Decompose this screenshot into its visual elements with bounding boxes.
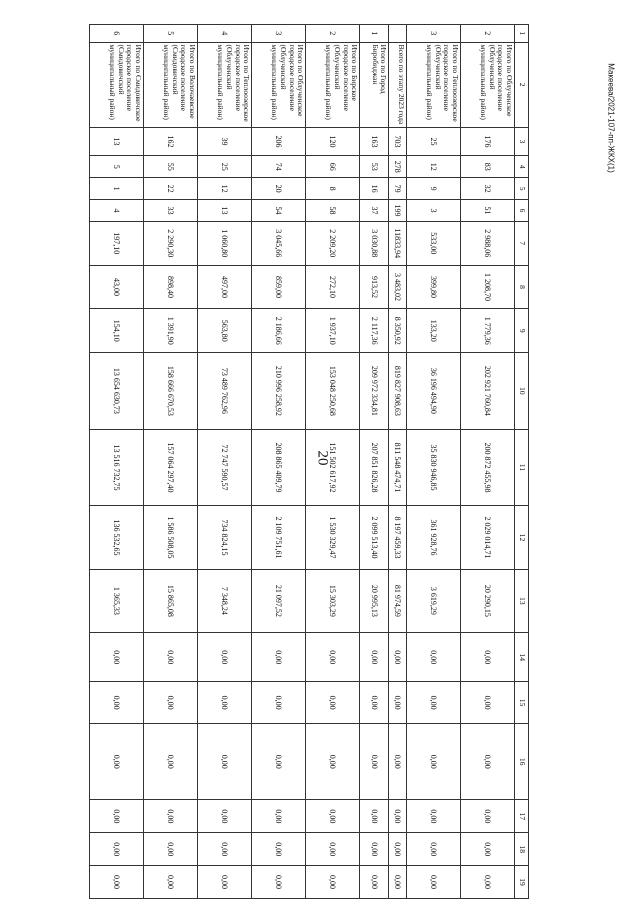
table-row — [389, 25, 407, 899]
data-table — [89, 24, 529, 899]
table-cell: 0,00 — [306, 866, 360, 899]
table-cell: 15 303,29 — [306, 569, 360, 632]
table-cell: 3 045,66 — [252, 221, 306, 265]
document-code: Макеева/2021-107-пп-ЖКХ(1) — [606, 63, 616, 173]
table-cell: 154,10 — [90, 309, 144, 353]
table-cell: 3 030,88 — [360, 221, 389, 265]
table-cell: 0,00 — [360, 633, 389, 682]
table-cell: 58 — [306, 200, 360, 222]
table-cell: 0,00 — [90, 723, 144, 800]
table-cell: 199 — [389, 200, 407, 222]
table-cell: 0,00 — [360, 866, 389, 899]
territory-name-cell: Итого по Теплоозерское городское поселение (Облученский муниципальный район) — [198, 42, 252, 127]
table-cell: 12 — [198, 178, 252, 200]
table-cell: 81 974,59 — [389, 569, 407, 632]
territory-name-cell: Итого по Волочаевское городское поселение (Смидовичский муниципальный район) — [144, 42, 198, 127]
table-cell: 16 — [360, 178, 389, 200]
table-cell: 36 196 494,90 — [406, 353, 460, 430]
table-cell: 1 060,80 — [198, 221, 252, 265]
table-cell: 0,00 — [252, 800, 306, 833]
page-number: 20 — [314, 450, 331, 466]
table-cell: 0,00 — [198, 833, 252, 866]
territory-name-cell: Всего по этапу 2023 года — [389, 42, 407, 127]
column-number-cell: 12 — [515, 506, 529, 569]
table-row — [306, 25, 360, 899]
table-cell: 4 — [90, 200, 144, 222]
table-cell: 563,80 — [198, 309, 252, 353]
table-cell: 0,00 — [406, 633, 460, 682]
table-cell: 0,00 — [460, 682, 514, 724]
table-cell: 133,20 — [406, 309, 460, 353]
table-cell: 158 666 670,53 — [144, 353, 198, 430]
table-cell: 734 824,15 — [198, 506, 252, 569]
table-cell: 399,80 — [406, 265, 460, 309]
territory-name-cell: Итого по Теплоозерское городское поселение (Облученский муниципальный район) — [406, 42, 460, 127]
table-cell: 1 586 508,05 — [144, 506, 198, 569]
table-cell: 2 109 751,61 — [252, 506, 306, 569]
table-cell: 811 548 474,71 — [389, 429, 407, 506]
table-cell: 0,00 — [252, 866, 306, 899]
table-cell: 1 530 329,47 — [306, 506, 360, 569]
table-cell: 497,00 — [198, 265, 252, 309]
table-cell: 0,00 — [306, 723, 360, 800]
rotated-table-frame — [89, 24, 529, 899]
table-cell: 20 995,13 — [360, 569, 389, 632]
table-cell: 272,10 — [306, 265, 360, 309]
territory-name-cell: Итого по Облученское городское поселение (Облученский муниципальный район) — [460, 42, 514, 127]
table-cell: 13 516 732,75 — [90, 429, 144, 506]
column-number-cell: 6 — [515, 200, 529, 222]
table-row — [460, 25, 514, 899]
column-number-cell: 3 — [515, 127, 529, 155]
territory-name-cell: Итого по Бирское городское поселение (Облученский муниципальный район) — [306, 42, 360, 127]
table-cell: 0,00 — [144, 682, 198, 724]
column-number-cell: 10 — [515, 353, 529, 430]
column-number-cell: 1 — [515, 25, 529, 43]
table-cell: 0,00 — [460, 723, 514, 800]
table-cell: 703 — [389, 127, 407, 155]
table-cell: 2 209,20 — [306, 221, 360, 265]
table-cell: 120 — [306, 127, 360, 155]
table-cell: 0,00 — [90, 833, 144, 866]
table-row — [198, 25, 252, 899]
table-cell: 0,00 — [406, 800, 460, 833]
table-cell: 3 — [406, 200, 460, 222]
table-cell: 0,00 — [389, 682, 407, 724]
table-cell: 136 532,65 — [90, 506, 144, 569]
table-cell: 0,00 — [198, 723, 252, 800]
table-cell: 157 064 297,40 — [144, 429, 198, 506]
table-cell: 3 — [252, 25, 306, 43]
table-cell: 0,00 — [360, 800, 389, 833]
table-cell: 153 048 250,68 — [306, 353, 360, 430]
table-cell: 39 — [198, 127, 252, 155]
table-cell: 2 — [306, 25, 360, 43]
column-number-cell: 15 — [515, 682, 529, 724]
table-cell: 202 921 760,84 — [460, 353, 514, 430]
table-cell: 0,00 — [198, 682, 252, 724]
table-cell: 0,00 — [252, 723, 306, 800]
table-cell — [389, 25, 407, 43]
table-cell: 22 — [144, 178, 198, 200]
table-row — [144, 25, 198, 899]
table-cell: 209 972 334,81 — [360, 353, 389, 430]
table-cell: 11833,94 — [389, 221, 407, 265]
table-cell: 2 117,36 — [360, 309, 389, 353]
table-cell: 197,10 — [90, 221, 144, 265]
table-cell: 0,00 — [460, 633, 514, 682]
table-cell: 0,00 — [144, 800, 198, 833]
table-cell: 0,00 — [144, 723, 198, 800]
table-cell: 74 — [252, 156, 306, 178]
table-cell: 37 — [360, 200, 389, 222]
table-cell: 79 — [389, 178, 407, 200]
table-cell: 0,00 — [306, 682, 360, 724]
table-cell: 72 747 590,57 — [198, 429, 252, 506]
column-number-cell: 4 — [515, 156, 529, 178]
table-container — [89, 24, 529, 899]
table-cell: 12 — [406, 156, 460, 178]
territory-name-cell: Итого по Облученское городское поселение (Облученский муниципальный район) — [252, 42, 306, 127]
table-cell: 35 830 946,85 — [406, 429, 460, 506]
table-cell: 83 — [460, 156, 514, 178]
table-cell: 0,00 — [389, 800, 407, 833]
table-cell: 66 — [306, 156, 360, 178]
column-number-cell: 5 — [515, 178, 529, 200]
table-cell: 0,00 — [460, 800, 514, 833]
table-cell: 20 290,15 — [460, 569, 514, 632]
table-cell: 859,00 — [252, 265, 306, 309]
table-cell: 13 — [198, 200, 252, 222]
table-cell: 0,00 — [252, 833, 306, 866]
table-cell: 21 097,52 — [252, 569, 306, 632]
table-row — [90, 25, 144, 899]
table-cell: 0,00 — [406, 682, 460, 724]
table-cell: 0,00 — [460, 866, 514, 899]
table-cell: 13 654 630,73 — [90, 353, 144, 430]
table-cell: 0,00 — [90, 633, 144, 682]
table-cell: 8 197 459,33 — [389, 506, 407, 569]
table-cell: 20 — [252, 178, 306, 200]
territory-name-cell: Итого по Город Биробиджан — [360, 42, 389, 127]
table-cell: 15 865,08 — [144, 569, 198, 632]
table-cell: 5 — [90, 156, 144, 178]
column-number-cell: 16 — [515, 723, 529, 800]
table-cell: 533,00 — [406, 221, 460, 265]
column-number-cell: 9 — [515, 309, 529, 353]
column-number-cell: 11 — [515, 429, 529, 506]
column-number-cell: 7 — [515, 221, 529, 265]
table-cell: 4 — [198, 25, 252, 43]
table-cell: 0,00 — [90, 866, 144, 899]
table-cell: 54 — [252, 200, 306, 222]
table-cell: 819 827 908,63 — [389, 353, 407, 430]
table-cell: 0,00 — [389, 866, 407, 899]
table-cell: 6 — [90, 25, 144, 43]
column-number-cell: 19 — [515, 866, 529, 899]
table-row — [252, 25, 306, 899]
table-cell: 0,00 — [306, 833, 360, 866]
table-cell: 0,00 — [360, 723, 389, 800]
table-cell: 7 348,24 — [198, 569, 252, 632]
table-row — [360, 25, 389, 899]
table-cell: 8 — [306, 178, 360, 200]
column-number-cell: 8 — [515, 265, 529, 309]
table-cell: 53 — [360, 156, 389, 178]
table-cell: 51 — [460, 200, 514, 222]
table-cell: 151 502 617,92 — [306, 429, 360, 506]
table-cell: 210 996 258,92 — [252, 353, 306, 430]
table-cell: 2 099 513,40 — [360, 506, 389, 569]
table-cell: 0,00 — [90, 682, 144, 724]
table-cell: 9 — [406, 178, 460, 200]
column-number-cell: 18 — [515, 833, 529, 866]
table-cell: 0,00 — [389, 723, 407, 800]
table-cell: 0,00 — [406, 723, 460, 800]
table-cell: 55 — [144, 156, 198, 178]
table-cell: 0,00 — [144, 833, 198, 866]
table-cell: 1 — [90, 178, 144, 200]
header-row — [515, 25, 529, 899]
table-cell: 0,00 — [360, 833, 389, 866]
table-cell: 200 872 455,98 — [460, 429, 514, 506]
table-cell: 278 — [389, 156, 407, 178]
table-cell: 0,00 — [360, 682, 389, 724]
table-cell: 1 937,10 — [306, 309, 360, 353]
table-cell: 1 — [360, 25, 389, 43]
column-number-cell: 2 — [515, 42, 529, 127]
table-cell: 0,00 — [306, 800, 360, 833]
table-cell: 0,00 — [198, 866, 252, 899]
table-cell: 913,52 — [360, 265, 389, 309]
table-cell: 3 483,02 — [389, 265, 407, 309]
table-cell: 0,00 — [389, 833, 407, 866]
table-cell: 2 186,66 — [252, 309, 306, 353]
table-cell: 1 779,36 — [460, 309, 514, 353]
table-cell: 2 290,30 — [144, 221, 198, 265]
table-cell: 206 — [252, 127, 306, 155]
table-cell: 0,00 — [406, 833, 460, 866]
table-cell: 0,00 — [406, 866, 460, 899]
table-cell: 1 208,70 — [460, 265, 514, 309]
table-cell: 2 029 014,71 — [460, 506, 514, 569]
table-cell: 208 865 409,79 — [252, 429, 306, 506]
table-cell: 1 391,90 — [144, 309, 198, 353]
table-cell: 176 — [460, 127, 514, 155]
table-cell: 207 851 826,28 — [360, 429, 389, 506]
table-cell: 162 — [144, 127, 198, 155]
table-cell: 25 — [198, 156, 252, 178]
table-cell: 32 — [460, 178, 514, 200]
table-cell: 163 — [360, 127, 389, 155]
column-number-cell: 17 — [515, 800, 529, 833]
table-cell: 3 619,29 — [406, 569, 460, 632]
table-cell: 1 365,33 — [90, 569, 144, 632]
territory-name-cell: Итого по Смидовичское городское поселение (Смидовичский муниципальный район) — [90, 42, 144, 127]
column-number-cell: 13 — [515, 569, 529, 632]
table-cell: 0,00 — [90, 800, 144, 833]
table-cell: 2 — [460, 25, 514, 43]
table-cell: 0,00 — [144, 633, 198, 682]
table-cell: 0,00 — [144, 866, 198, 899]
table-cell: 0,00 — [252, 682, 306, 724]
table-cell: 8 350,92 — [389, 309, 407, 353]
table-cell: 898,40 — [144, 265, 198, 309]
table-cell: 0,00 — [306, 633, 360, 682]
column-number-cell: 14 — [515, 633, 529, 682]
table-cell: 73 489 762,96 — [198, 353, 252, 430]
table-cell: 3 — [406, 25, 460, 43]
table-cell: 0,00 — [389, 633, 407, 682]
table-cell: 25 — [406, 127, 460, 155]
table-cell: 361 928,76 — [406, 506, 460, 569]
table-cell: 0,00 — [198, 633, 252, 682]
table-cell: 0,00 — [460, 833, 514, 866]
table-cell: 0,00 — [252, 633, 306, 682]
table-cell: 43,00 — [90, 265, 144, 309]
table-cell: 5 — [144, 25, 198, 43]
table-row — [406, 25, 460, 899]
table-cell: 33 — [144, 200, 198, 222]
table-cell: 0,00 — [198, 800, 252, 833]
table-cell: 2 988,06 — [460, 221, 514, 265]
table-cell: 13 — [90, 127, 144, 155]
